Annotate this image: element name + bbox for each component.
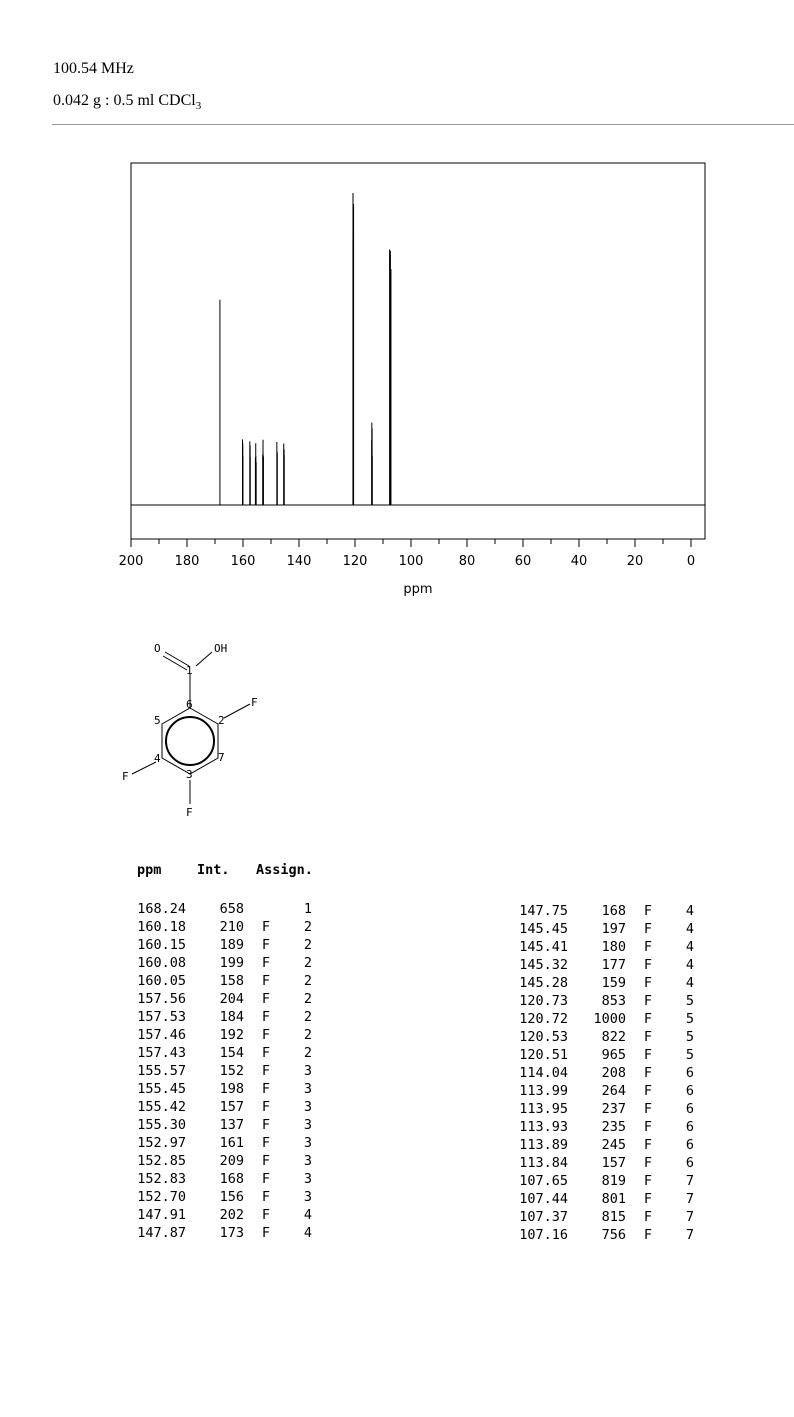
cell-ppm: 160.18 bbox=[137, 919, 186, 935]
table-row bbox=[506, 902, 726, 920]
cell-f: F bbox=[261, 937, 271, 953]
cell-ppm: 155.57 bbox=[137, 1063, 186, 1079]
cell-f: F bbox=[643, 1173, 653, 1189]
cell-assign: 5 bbox=[685, 993, 694, 1009]
molecule-structure bbox=[110, 630, 310, 830]
cell-f: F bbox=[261, 1117, 271, 1133]
cell-f: F bbox=[643, 1137, 653, 1153]
cell-ppm: 155.30 bbox=[137, 1117, 186, 1133]
cell-int: 173 bbox=[219, 1225, 244, 1241]
x-tick-label-60: 60 bbox=[514, 554, 532, 569]
x-tick-label-80: 80 bbox=[458, 554, 476, 569]
cell-f: F bbox=[643, 975, 653, 991]
cell-f: F bbox=[261, 955, 271, 971]
cell-assign: 3 bbox=[303, 1117, 312, 1133]
cell-f: F bbox=[261, 1189, 271, 1205]
table-row bbox=[506, 1154, 726, 1172]
table-header-int: Int. bbox=[197, 862, 230, 878]
cell-f: F bbox=[261, 919, 271, 935]
cell-ppm: 160.15 bbox=[137, 937, 186, 953]
table-row bbox=[124, 1116, 344, 1134]
cell-ppm: 152.85 bbox=[137, 1153, 186, 1169]
cell-ppm: 107.65 bbox=[519, 1173, 568, 1189]
cell-int: 209 bbox=[219, 1153, 244, 1169]
atom-o: O bbox=[154, 642, 161, 655]
cell-int: 658 bbox=[219, 901, 244, 917]
table-row bbox=[506, 1064, 726, 1082]
cell-ppm: 113.93 bbox=[519, 1119, 568, 1135]
cell-int: 756 bbox=[601, 1227, 626, 1243]
cell-ppm: 147.87 bbox=[137, 1225, 186, 1241]
cell-ppm: 168.24 bbox=[137, 901, 186, 917]
cell-int: 245 bbox=[601, 1137, 626, 1153]
cell-ppm: 157.43 bbox=[137, 1045, 186, 1061]
cell-assign: 2 bbox=[303, 1027, 312, 1043]
cell-int: 184 bbox=[219, 1009, 244, 1025]
cell-f: F bbox=[643, 1191, 653, 1207]
atom-label-7: 7 bbox=[218, 751, 225, 764]
cell-int: 822 bbox=[601, 1029, 626, 1045]
table-row bbox=[506, 1028, 726, 1046]
cell-f: F bbox=[261, 1225, 271, 1241]
cell-int: 210 bbox=[219, 919, 244, 935]
cell-f: F bbox=[261, 1099, 271, 1115]
table-row bbox=[506, 1082, 726, 1100]
x-tick-label-0: 0 bbox=[686, 554, 696, 569]
x-axis bbox=[119, 539, 696, 569]
table-header-assign: Assign. bbox=[256, 862, 313, 878]
cell-int: 819 bbox=[601, 1173, 626, 1189]
cell-int: 177 bbox=[601, 957, 626, 973]
x-tick-label-40: 40 bbox=[570, 554, 588, 569]
cell-ppm: 155.45 bbox=[137, 1081, 186, 1097]
cell-ppm: 145.28 bbox=[519, 975, 568, 991]
cell-ppm: 157.46 bbox=[137, 1027, 186, 1043]
cell-f: F bbox=[261, 1045, 271, 1061]
table-row bbox=[124, 1098, 344, 1116]
table-row bbox=[124, 1008, 344, 1026]
table-row bbox=[124, 1206, 344, 1224]
table-row bbox=[124, 954, 344, 972]
cell-assign: 2 bbox=[303, 991, 312, 1007]
table-row bbox=[506, 992, 726, 1010]
x-tick-label-200: 200 bbox=[118, 554, 144, 569]
table-row bbox=[124, 1134, 344, 1152]
cell-assign: 3 bbox=[303, 1153, 312, 1169]
cell-int: 208 bbox=[601, 1065, 626, 1081]
cell-ppm: 120.51 bbox=[519, 1047, 568, 1063]
cell-assign: 6 bbox=[685, 1065, 694, 1081]
cell-assign: 2 bbox=[303, 1045, 312, 1061]
table-row bbox=[124, 900, 344, 918]
cell-f: F bbox=[261, 973, 271, 989]
cell-assign: 3 bbox=[303, 1099, 312, 1115]
cell-int: 154 bbox=[219, 1045, 244, 1061]
cell-f: F bbox=[261, 1207, 271, 1223]
table-row bbox=[506, 1136, 726, 1154]
plot-frame bbox=[131, 163, 705, 539]
table-row bbox=[124, 1224, 344, 1242]
table-row bbox=[506, 1172, 726, 1190]
cell-assign: 4 bbox=[685, 903, 694, 919]
cell-f: F bbox=[643, 1101, 653, 1117]
cell-assign: 4 bbox=[685, 921, 694, 937]
cell-f: F bbox=[643, 903, 653, 919]
cell-assign: 7 bbox=[685, 1191, 694, 1207]
bond-c2-f bbox=[224, 704, 250, 718]
table-row bbox=[506, 1190, 726, 1208]
cell-int: 815 bbox=[601, 1209, 626, 1225]
cell-assign: 3 bbox=[303, 1189, 312, 1205]
cell-int: 168 bbox=[601, 903, 626, 919]
cell-int: 202 bbox=[219, 1207, 244, 1223]
cell-int: 199 bbox=[219, 955, 244, 971]
cell-int: 264 bbox=[601, 1083, 626, 1099]
cell-ppm: 157.53 bbox=[137, 1009, 186, 1025]
cell-assign: 2 bbox=[303, 955, 312, 971]
cell-int: 152 bbox=[219, 1063, 244, 1079]
cell-f: F bbox=[261, 1135, 271, 1151]
table-row bbox=[124, 990, 344, 1008]
peak-table-left bbox=[124, 900, 344, 1242]
table-row bbox=[506, 1046, 726, 1064]
table-row bbox=[506, 920, 726, 938]
cell-assign: 6 bbox=[685, 1101, 694, 1117]
atom-f-4: F bbox=[122, 770, 129, 783]
cell-f: F bbox=[261, 1153, 271, 1169]
cell-f: F bbox=[643, 1155, 653, 1171]
table-row bbox=[124, 936, 344, 954]
cell-f: F bbox=[261, 991, 271, 1007]
cell-int: 180 bbox=[601, 939, 626, 955]
cell-ppm: 147.91 bbox=[137, 1207, 186, 1223]
cell-ppm: 145.41 bbox=[519, 939, 568, 955]
x-tick-label-120: 120 bbox=[342, 554, 368, 569]
atom-f-3: F bbox=[186, 806, 193, 819]
cell-int: 168 bbox=[219, 1171, 244, 1187]
cell-assign: 3 bbox=[303, 1081, 312, 1097]
table-row bbox=[506, 1118, 726, 1136]
atom-label-6: 6 bbox=[186, 698, 193, 711]
cell-int: 965 bbox=[601, 1047, 626, 1063]
cell-assign: 3 bbox=[303, 1171, 312, 1187]
cell-ppm: 145.32 bbox=[519, 957, 568, 973]
cell-assign: 3 bbox=[303, 1135, 312, 1151]
cell-int: 159 bbox=[601, 975, 626, 991]
table-row bbox=[506, 1226, 726, 1244]
cell-f: F bbox=[643, 921, 653, 937]
cell-ppm: 160.08 bbox=[137, 955, 186, 971]
cell-ppm: 120.53 bbox=[519, 1029, 568, 1045]
cell-f: F bbox=[643, 1047, 653, 1063]
aromatic-circle bbox=[166, 717, 214, 765]
sample-subscript: 3 bbox=[195, 100, 202, 113]
cell-int: 235 bbox=[601, 1119, 626, 1135]
table-row bbox=[124, 1170, 344, 1188]
cell-ppm: 152.97 bbox=[137, 1135, 186, 1151]
table-row bbox=[506, 938, 726, 956]
cell-f: F bbox=[261, 1063, 271, 1079]
cell-ppm: 152.83 bbox=[137, 1171, 186, 1187]
cell-assign: 7 bbox=[685, 1173, 694, 1189]
cell-f: F bbox=[643, 993, 653, 1009]
cell-f: F bbox=[643, 939, 653, 955]
cell-ppm: 113.99 bbox=[519, 1083, 568, 1099]
cell-assign: 6 bbox=[685, 1137, 694, 1153]
table-row bbox=[124, 1026, 344, 1044]
cell-assign: 4 bbox=[685, 939, 694, 955]
x-tick-label-20: 20 bbox=[626, 554, 644, 569]
cell-assign: 1 bbox=[303, 901, 312, 917]
cell-assign: 5 bbox=[685, 1047, 694, 1063]
cell-assign: 7 bbox=[685, 1209, 694, 1225]
cell-assign: 5 bbox=[685, 1029, 694, 1045]
x-tick-label-160: 160 bbox=[230, 554, 256, 569]
bond-c1-oh bbox=[196, 652, 212, 666]
cell-f: F bbox=[261, 1081, 271, 1097]
cell-f: F bbox=[643, 1227, 653, 1243]
table-row bbox=[506, 1100, 726, 1118]
cell-ppm: 107.37 bbox=[519, 1209, 568, 1225]
cell-assign: 6 bbox=[685, 1155, 694, 1171]
x-tick-label-100: 100 bbox=[398, 554, 424, 569]
cell-int: 157 bbox=[601, 1155, 626, 1171]
cell-f: F bbox=[643, 1083, 653, 1099]
table-row bbox=[124, 1062, 344, 1080]
cell-f: F bbox=[261, 1009, 271, 1025]
atom-label-1: 1 bbox=[186, 664, 193, 677]
cell-assign: 4 bbox=[685, 975, 694, 991]
table-row bbox=[506, 956, 726, 974]
cell-int: 189 bbox=[219, 937, 244, 953]
cell-assign: 7 bbox=[685, 1227, 694, 1243]
cell-assign: 2 bbox=[303, 1009, 312, 1025]
cell-int: 198 bbox=[219, 1081, 244, 1097]
table-row bbox=[124, 1080, 344, 1098]
table-row bbox=[124, 918, 344, 936]
atom-label-5: 5 bbox=[154, 714, 161, 727]
cell-ppm: 120.73 bbox=[519, 993, 568, 1009]
atom-label-3: 3 bbox=[186, 768, 193, 781]
atom-oh: OH bbox=[214, 642, 228, 655]
cell-ppm: 157.56 bbox=[137, 991, 186, 1007]
cell-assign: 5 bbox=[685, 1011, 694, 1027]
cell-ppm: 113.89 bbox=[519, 1137, 568, 1153]
x-tick-label-140: 140 bbox=[286, 554, 312, 569]
cell-ppm: 113.95 bbox=[519, 1101, 568, 1117]
cell-ppm: 120.72 bbox=[519, 1011, 568, 1027]
cell-int: 1000 bbox=[593, 1011, 626, 1027]
cell-int: 137 bbox=[219, 1117, 244, 1133]
cell-int: 192 bbox=[219, 1027, 244, 1043]
cell-int: 156 bbox=[219, 1189, 244, 1205]
atom-label-4: 4 bbox=[154, 752, 161, 765]
cell-int: 237 bbox=[601, 1101, 626, 1117]
cell-int: 853 bbox=[601, 993, 626, 1009]
table-row bbox=[124, 972, 344, 990]
cell-int: 204 bbox=[219, 991, 244, 1007]
cell-int: 801 bbox=[601, 1191, 626, 1207]
cell-ppm: 155.42 bbox=[137, 1099, 186, 1115]
cell-assign: 3 bbox=[303, 1063, 312, 1079]
table-row bbox=[124, 1188, 344, 1206]
nmr-spectrum-chart bbox=[0, 0, 794, 620]
peaks-layer bbox=[220, 193, 391, 505]
x-axis-label: ppm bbox=[403, 582, 433, 597]
cell-ppm: 107.16 bbox=[519, 1227, 568, 1243]
cell-ppm: 160.05 bbox=[137, 973, 186, 989]
cell-assign: 2 bbox=[303, 973, 312, 989]
cell-f: F bbox=[643, 1011, 653, 1027]
x-tick-label-180: 180 bbox=[174, 554, 200, 569]
cell-f: F bbox=[643, 1029, 653, 1045]
cell-f: F bbox=[643, 1209, 653, 1225]
cell-ppm: 147.75 bbox=[519, 903, 568, 919]
table-row bbox=[124, 1044, 344, 1062]
sample-text: 0.042 g : 0.5 ml CDCl bbox=[53, 92, 196, 109]
cell-f: F bbox=[643, 1065, 653, 1081]
cell-ppm: 113.84 bbox=[519, 1155, 568, 1171]
table-row bbox=[506, 1010, 726, 1028]
cell-int: 197 bbox=[601, 921, 626, 937]
cell-assign: 2 bbox=[303, 937, 312, 953]
cell-assign: 4 bbox=[303, 1225, 312, 1241]
cell-int: 157 bbox=[219, 1099, 244, 1115]
cell-int: 158 bbox=[219, 973, 244, 989]
table-row bbox=[124, 1152, 344, 1170]
cell-int: 161 bbox=[219, 1135, 244, 1151]
cell-f: F bbox=[643, 957, 653, 973]
cell-f: F bbox=[643, 1119, 653, 1135]
cell-f: F bbox=[261, 1027, 271, 1043]
cell-assign: 2 bbox=[303, 919, 312, 935]
cell-assign: 6 bbox=[685, 1119, 694, 1135]
cell-assign: 6 bbox=[685, 1083, 694, 1099]
cell-ppm: 145.45 bbox=[519, 921, 568, 937]
peak-table-right bbox=[506, 902, 726, 1244]
table-header-ppm: ppm bbox=[137, 862, 162, 878]
atom-label-2: 2 bbox=[218, 714, 225, 727]
cell-f: F bbox=[261, 1171, 271, 1187]
cell-ppm: 152.70 bbox=[137, 1189, 186, 1205]
cell-assign: 4 bbox=[303, 1207, 312, 1223]
table-row bbox=[506, 1208, 726, 1226]
table-row bbox=[506, 974, 726, 992]
cell-assign: 4 bbox=[685, 957, 694, 973]
spectrometer-frequency: 100.54 MHz bbox=[53, 60, 134, 77]
atom-f-2: F bbox=[251, 696, 258, 709]
bond-c4-f bbox=[132, 762, 156, 774]
cell-ppm: 107.44 bbox=[519, 1191, 568, 1207]
cell-ppm: 114.04 bbox=[519, 1065, 568, 1081]
